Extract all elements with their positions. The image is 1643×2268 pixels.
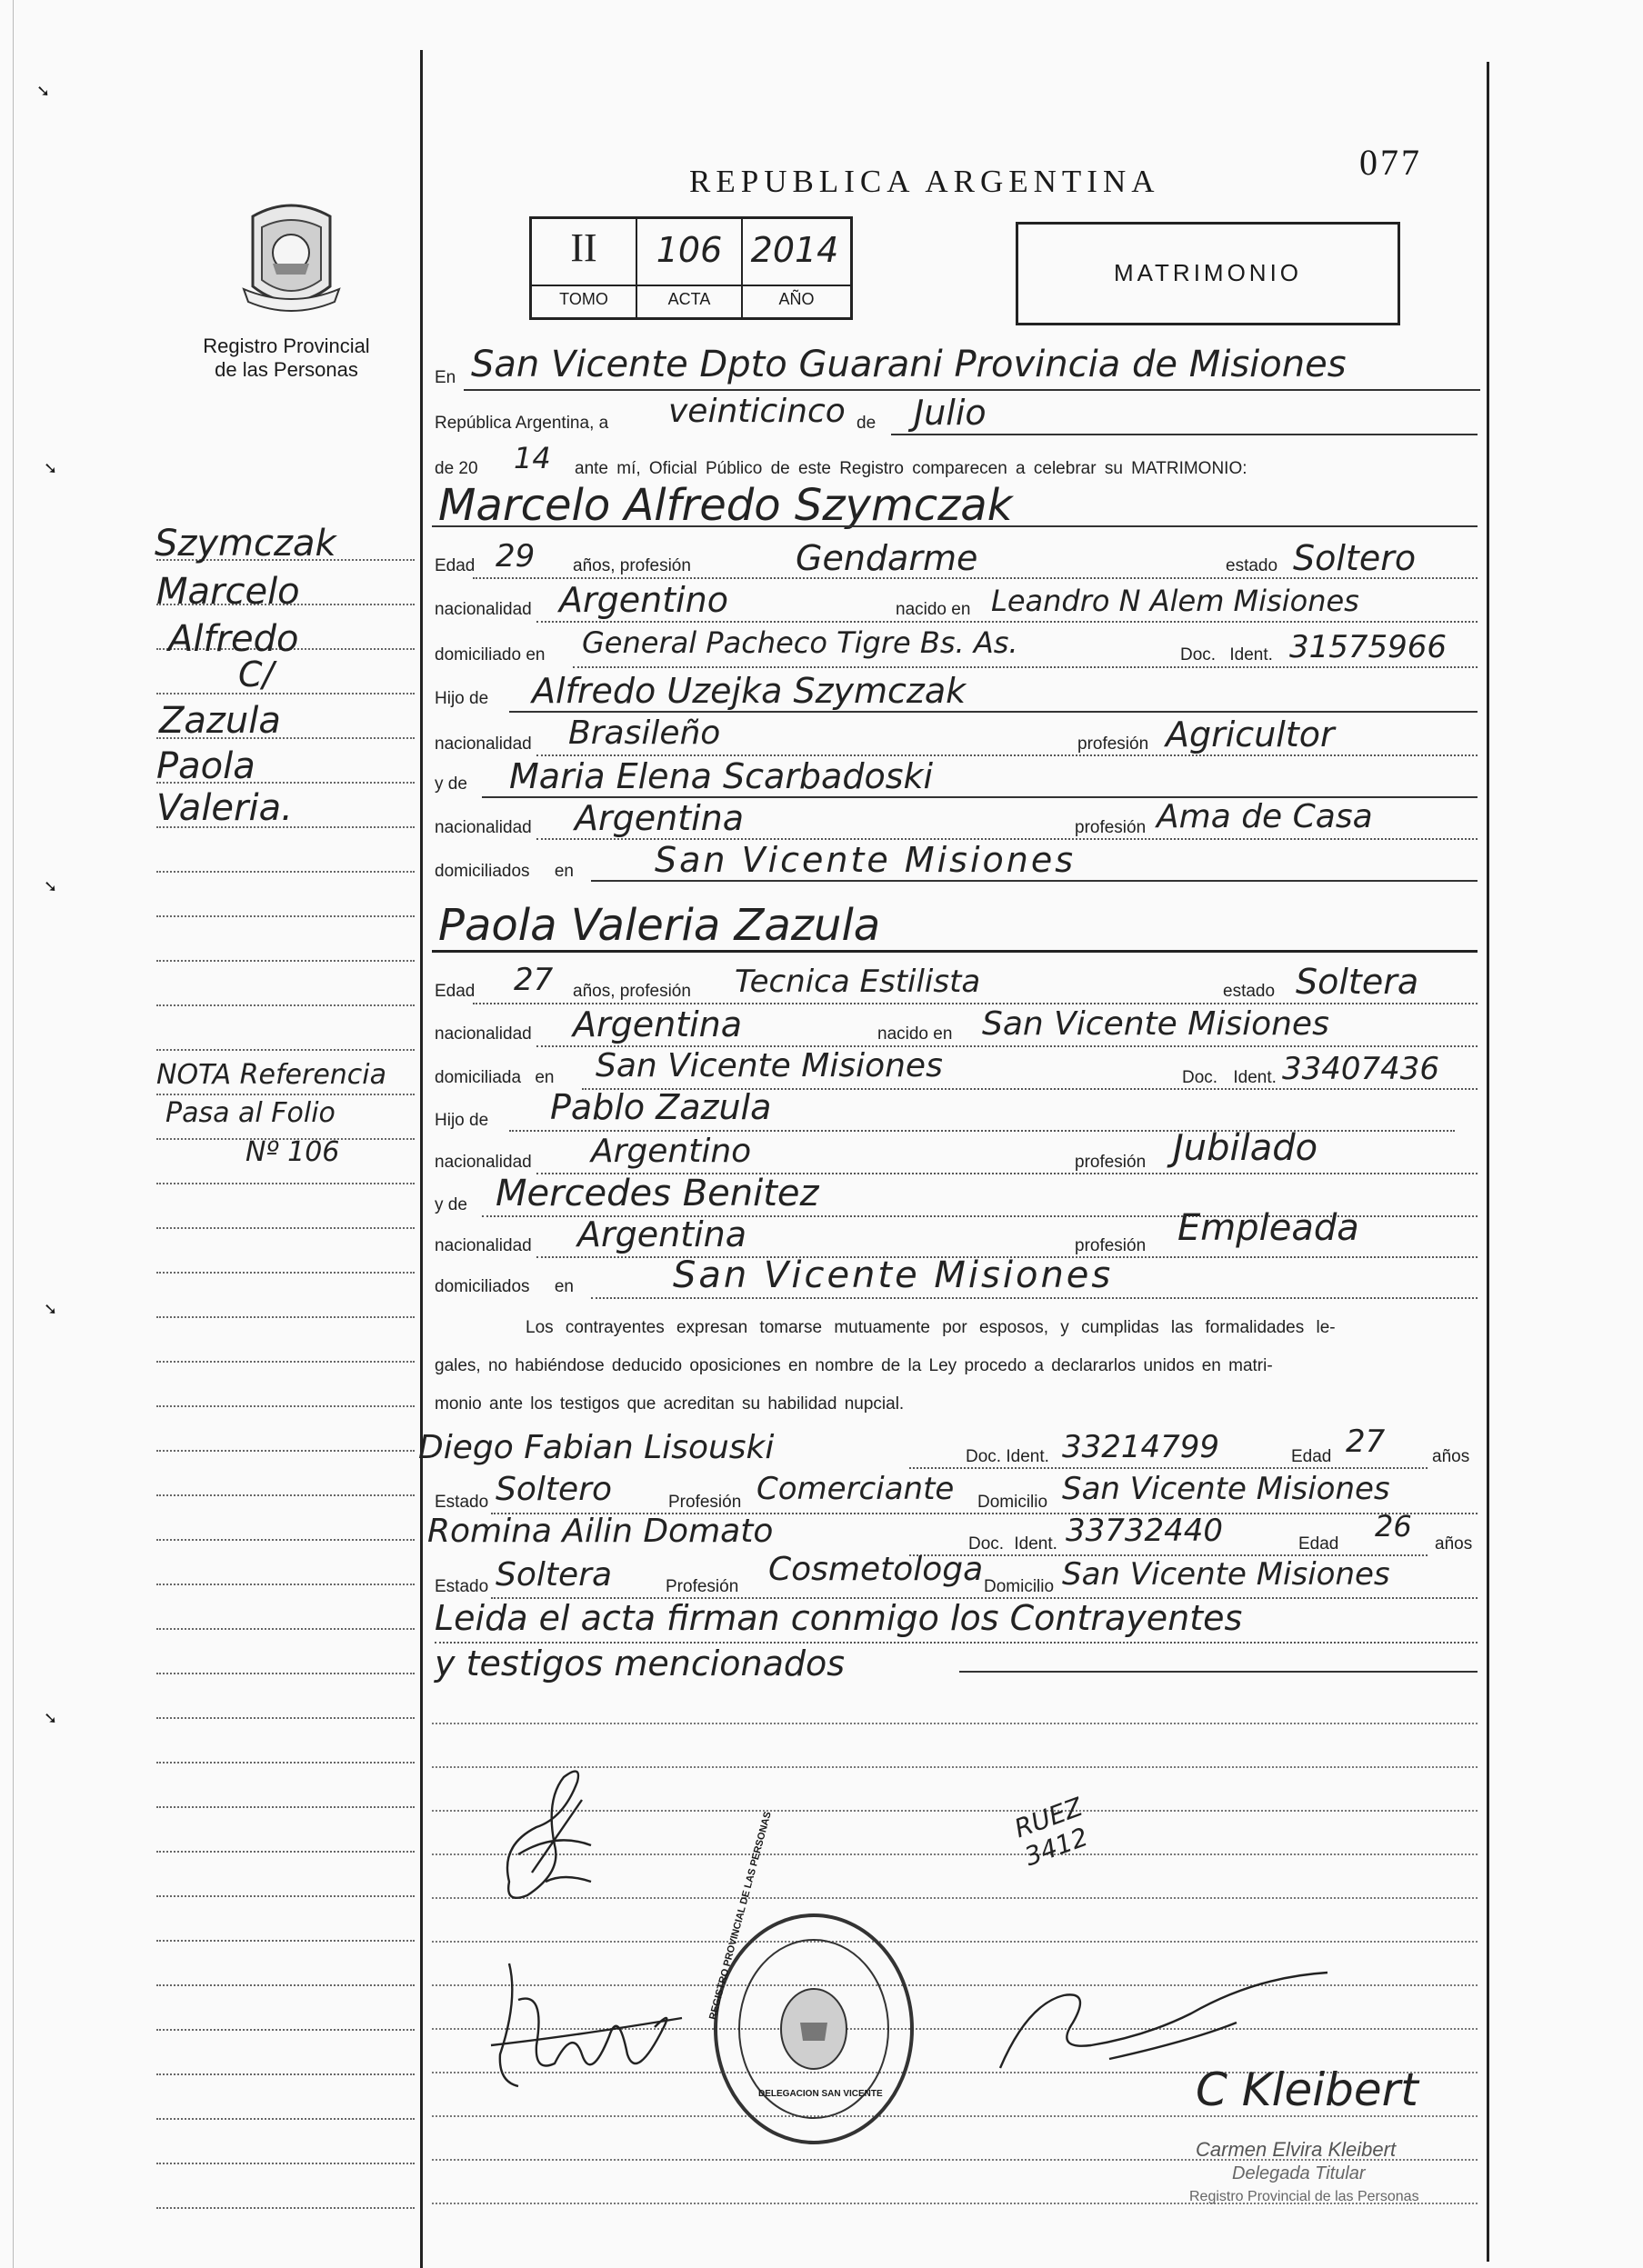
witness2-profession: Cosmetologa — [768, 1551, 984, 1588]
margin-ruled-line — [156, 1851, 415, 1853]
margin-ruled-line — [156, 1049, 415, 1051]
groom-edad-label: Edad — [435, 556, 476, 575]
margin-bride-surname: Zazula — [159, 700, 281, 742]
binding-mark: ➘ — [44, 877, 58, 895]
witness2-age: 26 — [1375, 1509, 1412, 1544]
bride-mother-label: y de — [435, 1195, 467, 1214]
margin-middle-name: Alfredo — [168, 618, 299, 660]
witness1-profession: Comerciante — [756, 1471, 955, 1507]
witness1-doc-label: Doc. Ident. — [966, 1447, 1049, 1466]
margin-ruled-line — [156, 1984, 415, 1986]
bride-mother-prof-label: profesión — [1075, 1236, 1147, 1255]
margin-ruled-line — [156, 960, 415, 962]
groom-father-nat-label: nacionalidad — [435, 734, 532, 754]
witness1-address: San Vicente Misiones — [1062, 1471, 1390, 1507]
groom-profession: Gendarme — [796, 538, 978, 578]
ano-label: AÑO — [778, 290, 815, 308]
groom-signature — [482, 1945, 691, 2100]
margin-ruled-line — [156, 1673, 415, 1674]
bride-age: 27 — [514, 962, 554, 998]
margin-ruled-line — [156, 1094, 415, 1095]
margin-ruled-line — [156, 2118, 415, 2120]
witness1-doc: 33214799 — [1062, 1429, 1220, 1465]
groom-anos-label: años, profesión — [573, 556, 691, 575]
groom-doc-label: Doc. Ident. — [1180, 645, 1273, 664]
margin-ruled-line — [156, 2073, 415, 2075]
margin-note-line1: NOTA Referencia — [156, 1059, 387, 1091]
official-registry: Registro Provincial de las Personas — [1189, 2189, 1419, 2204]
page-number: 077 — [1359, 142, 1422, 183]
margin-bride-name: Paola — [156, 745, 255, 787]
place-value: San Vicente Dpto Guarani Provincia de Misiones — [471, 344, 1347, 385]
bride-anos-label: años, profesión — [573, 982, 691, 1001]
official-title: Delegada Titular — [1232, 2163, 1366, 2183]
margin-ruled-line — [156, 1316, 415, 1318]
margin-ruled-line — [156, 1450, 415, 1452]
bride-nationality: Argentina — [573, 1004, 743, 1044]
witness2-edad-label: Edad — [1298, 1534, 1339, 1554]
bride-civil-status: Soltera — [1296, 962, 1419, 1002]
groom-mother-label: y de — [435, 774, 467, 794]
bride-edad-label: Edad — [435, 982, 476, 1001]
bride-birthplace: San Vicente Misiones — [982, 1005, 1329, 1043]
groom-doc: 31575966 — [1289, 629, 1448, 665]
binding-mark: ➘ — [44, 1300, 58, 1318]
bride-mother-profession: Empleada — [1177, 1207, 1359, 1249]
year-suffix: 14 — [514, 441, 551, 475]
closing-line2: y testigos mencionados — [435, 1644, 846, 1684]
groom-mother-profession: Ama de Casa — [1157, 798, 1373, 835]
bride-mother-nationality: Argentina — [577, 1214, 747, 1254]
left-border-line — [420, 50, 423, 2268]
main-ruled-line — [432, 1723, 1478, 1724]
bride-name: Paola Valeria Zazula — [438, 900, 881, 951]
right-border-line — [1487, 62, 1489, 2262]
margin-ruled-line — [156, 2207, 415, 2209]
main-ruled-line — [432, 1941, 1478, 1943]
witness2-prof-label: Profesión — [666, 1577, 739, 1596]
book-reference-box — [529, 216, 853, 320]
tomo-label: TOMO — [559, 290, 608, 308]
stamp-inner-text: DELEGACION SAN VICENTE — [758, 2089, 883, 2099]
margin-conjunction: C/ — [238, 654, 275, 694]
declaration-line2: gales, no habiéndose deducido oposiciones en nombre de la Ley procedo a declararlos unidos en matri- — [435, 1356, 1273, 1375]
binding-mark: ➘ — [36, 82, 51, 100]
bride-estado-label: estado — [1223, 982, 1276, 1001]
margin-ruled-line — [156, 1762, 415, 1763]
registry-name: Registro Provincial de las Personas — [203, 335, 370, 381]
witness1-edad-label: Edad — [1291, 1447, 1332, 1466]
binding-edge — [13, 0, 14, 2268]
official-signature: C Kleibert — [1196, 2063, 1418, 2116]
bride-father-nationality: Argentino — [591, 1133, 752, 1170]
margin-ruled-line — [156, 1940, 415, 1942]
margin-ruled-line — [156, 2163, 415, 2164]
bride-nacido-label: nacido en — [877, 1024, 953, 1044]
witness1-signature — [491, 1745, 618, 1909]
opening-statement: ante mí, Oficial Público de este Registro comparecen a celebrar su MATRIMONIO: — [575, 459, 1247, 478]
groom-father-nationality: Brasileño — [568, 714, 721, 752]
groom-father-profession: Agricultor — [1166, 714, 1335, 754]
bride-mother-nat-label: nacionalidad — [435, 1236, 532, 1255]
ano-value: 2014 — [750, 230, 839, 270]
year-prefix: de 20 — [435, 459, 478, 478]
margin-ruled-line — [156, 693, 415, 694]
margin-ruled-line — [156, 1004, 415, 1006]
bride-mother: Mercedes Benitez — [496, 1173, 819, 1214]
margin-ruled-line — [156, 1539, 415, 1541]
groom-parents-addr-label: domiciliados en — [435, 862, 574, 881]
groom-mother: Maria Elena Scarbadoski — [509, 756, 934, 796]
groom-name: Marcelo Alfredo Szymczak — [438, 480, 1013, 531]
witness1-estado-label: Estado — [435, 1493, 489, 1512]
witness2-civil-status: Soltera — [496, 1556, 613, 1594]
margin-surname: Szymczak — [155, 523, 336, 565]
witness2-name: Romina Ailin Domato — [427, 1513, 774, 1550]
margin-ruled-line — [156, 1361, 415, 1363]
witness2-estado-label: Estado — [435, 1577, 489, 1596]
witness1-anos-label: años — [1432, 1447, 1470, 1466]
bride-father-nat-label: nacionalidad — [435, 1153, 532, 1172]
bride-father-label: Hijo de — [435, 1111, 489, 1130]
margin-note-line3: Nº 106 — [245, 1136, 340, 1168]
margin-note-line2: Pasa al Folio — [165, 1097, 336, 1129]
groom-mother-prof-label: profesión — [1075, 818, 1147, 837]
witness2-anos-label: años — [1435, 1534, 1473, 1554]
binding-mark: ➘ — [44, 1709, 58, 1727]
witness2-doc: 33732440 — [1066, 1513, 1224, 1549]
groom-civil-status: Soltero — [1293, 538, 1417, 578]
bride-parents-addr-label: domiciliados en — [435, 1277, 574, 1296]
groom-birthplace: Leandro N Alem Misiones — [991, 584, 1359, 618]
declaration-line3: monio ante los testigos que acreditan su habilidad nupcial. — [435, 1394, 905, 1414]
province-coat-of-arms — [235, 200, 348, 318]
official-stamp — [707, 1810, 918, 2150]
margin-ruled-line — [156, 915, 415, 917]
margin-ruled-line — [156, 1405, 415, 1407]
margin-ruled-line — [156, 1272, 415, 1274]
bride-dom-label: domiciliada en — [435, 1068, 555, 1087]
margin-ruled-line — [156, 1628, 415, 1630]
bride-parents-address: San Vicente Misiones — [673, 1254, 1114, 1296]
country-title: REPUBLICA ARGENTINA — [689, 164, 1160, 199]
margin-ruled-line — [156, 871, 415, 873]
bride-address: San Vicente Misiones — [596, 1047, 943, 1084]
margin-ruled-line — [156, 1227, 415, 1229]
groom-nationality: Argentino — [559, 580, 728, 620]
witness2-doc-label: Doc. Ident. — [968, 1534, 1057, 1554]
groom-nat-label: nacionalidad — [435, 600, 532, 619]
witness2-address: San Vicente Misiones — [1062, 1556, 1390, 1593]
en-label: En — [435, 368, 456, 387]
margin-ruled-line — [156, 1717, 415, 1719]
republica-label: República Argentina, a — [435, 414, 609, 433]
witness-mark-signature — [1007, 1762, 1147, 1873]
witness2-dom-label: Domicilio — [984, 1577, 1055, 1596]
groom-address: General Pacheco Tigre Bs. As. — [582, 625, 1018, 660]
act-type: MATRIMONIO — [1113, 259, 1303, 286]
groom-parents-address: San Vicente Misiones — [655, 840, 1077, 880]
bride-father-prof-label: profesión — [1075, 1153, 1147, 1172]
declaration-line1: Los contrayentes expresan tomarse mutuamente por esposos, y cumplidas las formalidades le- — [526, 1318, 1336, 1337]
tomo-value: II — [570, 225, 597, 270]
witness-mark-text: RUEZ 3412 — [1010, 1792, 1092, 1873]
bride-nat-label: nacionalidad — [435, 1024, 532, 1044]
groom-mother-nat-label: nacionalidad — [435, 818, 532, 837]
margin-ruled-line — [156, 1183, 415, 1184]
groom-father: Alfredo Uzejka Szymczak — [532, 671, 967, 711]
month-de-label: de — [857, 414, 877, 433]
margin-ruled-line — [156, 1895, 415, 1897]
act-type-box — [1016, 222, 1400, 325]
groom-dom-label: domiciliado en — [435, 645, 546, 664]
bride-father: Pablo Zazula — [550, 1087, 772, 1127]
margin-ruled-line — [156, 1494, 415, 1496]
groom-estado-label: estado — [1226, 556, 1278, 575]
groom-nacido-label: nacido en — [896, 600, 971, 619]
groom-father-label: Hijo de — [435, 689, 489, 708]
month-value: Julio — [914, 393, 987, 433]
margin-first-name: Marcelo — [156, 571, 300, 613]
bride-profession: Tecnica Estilista — [735, 964, 981, 1000]
closing-line1: Leida el acta firman conmigo los Contrayentes — [435, 1598, 1243, 1638]
acta-value: 106 — [656, 230, 723, 270]
bride-doc: 33407436 — [1282, 1051, 1440, 1087]
official-name: Carmen Elvira Kleibert — [1196, 2138, 1397, 2161]
witness1-civil-status: Soltero — [496, 1471, 612, 1508]
acta-label: ACTA — [667, 290, 711, 308]
margin-ruled-line — [156, 2029, 415, 2031]
witness1-dom-label: Domicilio — [977, 1493, 1048, 1512]
margin-ruled-line — [156, 1584, 415, 1585]
witness1-prof-label: Profesión — [668, 1493, 742, 1512]
binding-mark: ➘ — [44, 459, 58, 477]
margin-ruled-line — [156, 1806, 415, 1808]
bride-doc-label: Doc. Ident. — [1182, 1068, 1277, 1087]
groom-age: 29 — [496, 538, 536, 574]
groom-mother-nationality: Argentina — [575, 798, 745, 838]
day-value: veinticinco — [668, 393, 846, 430]
groom-father-prof-label: profesión — [1077, 734, 1149, 754]
witness1-age: 27 — [1346, 1424, 1386, 1460]
bride-father-profession: Jubilado — [1173, 1127, 1318, 1169]
margin-bride-middle: Valeria. — [156, 787, 293, 829]
witness1-name: Diego Fabian Lisouski — [418, 1429, 775, 1466]
stamp-outer-text: REGISTRO PROVINCIAL DE LAS PERSONAS — [707, 1810, 774, 2022]
